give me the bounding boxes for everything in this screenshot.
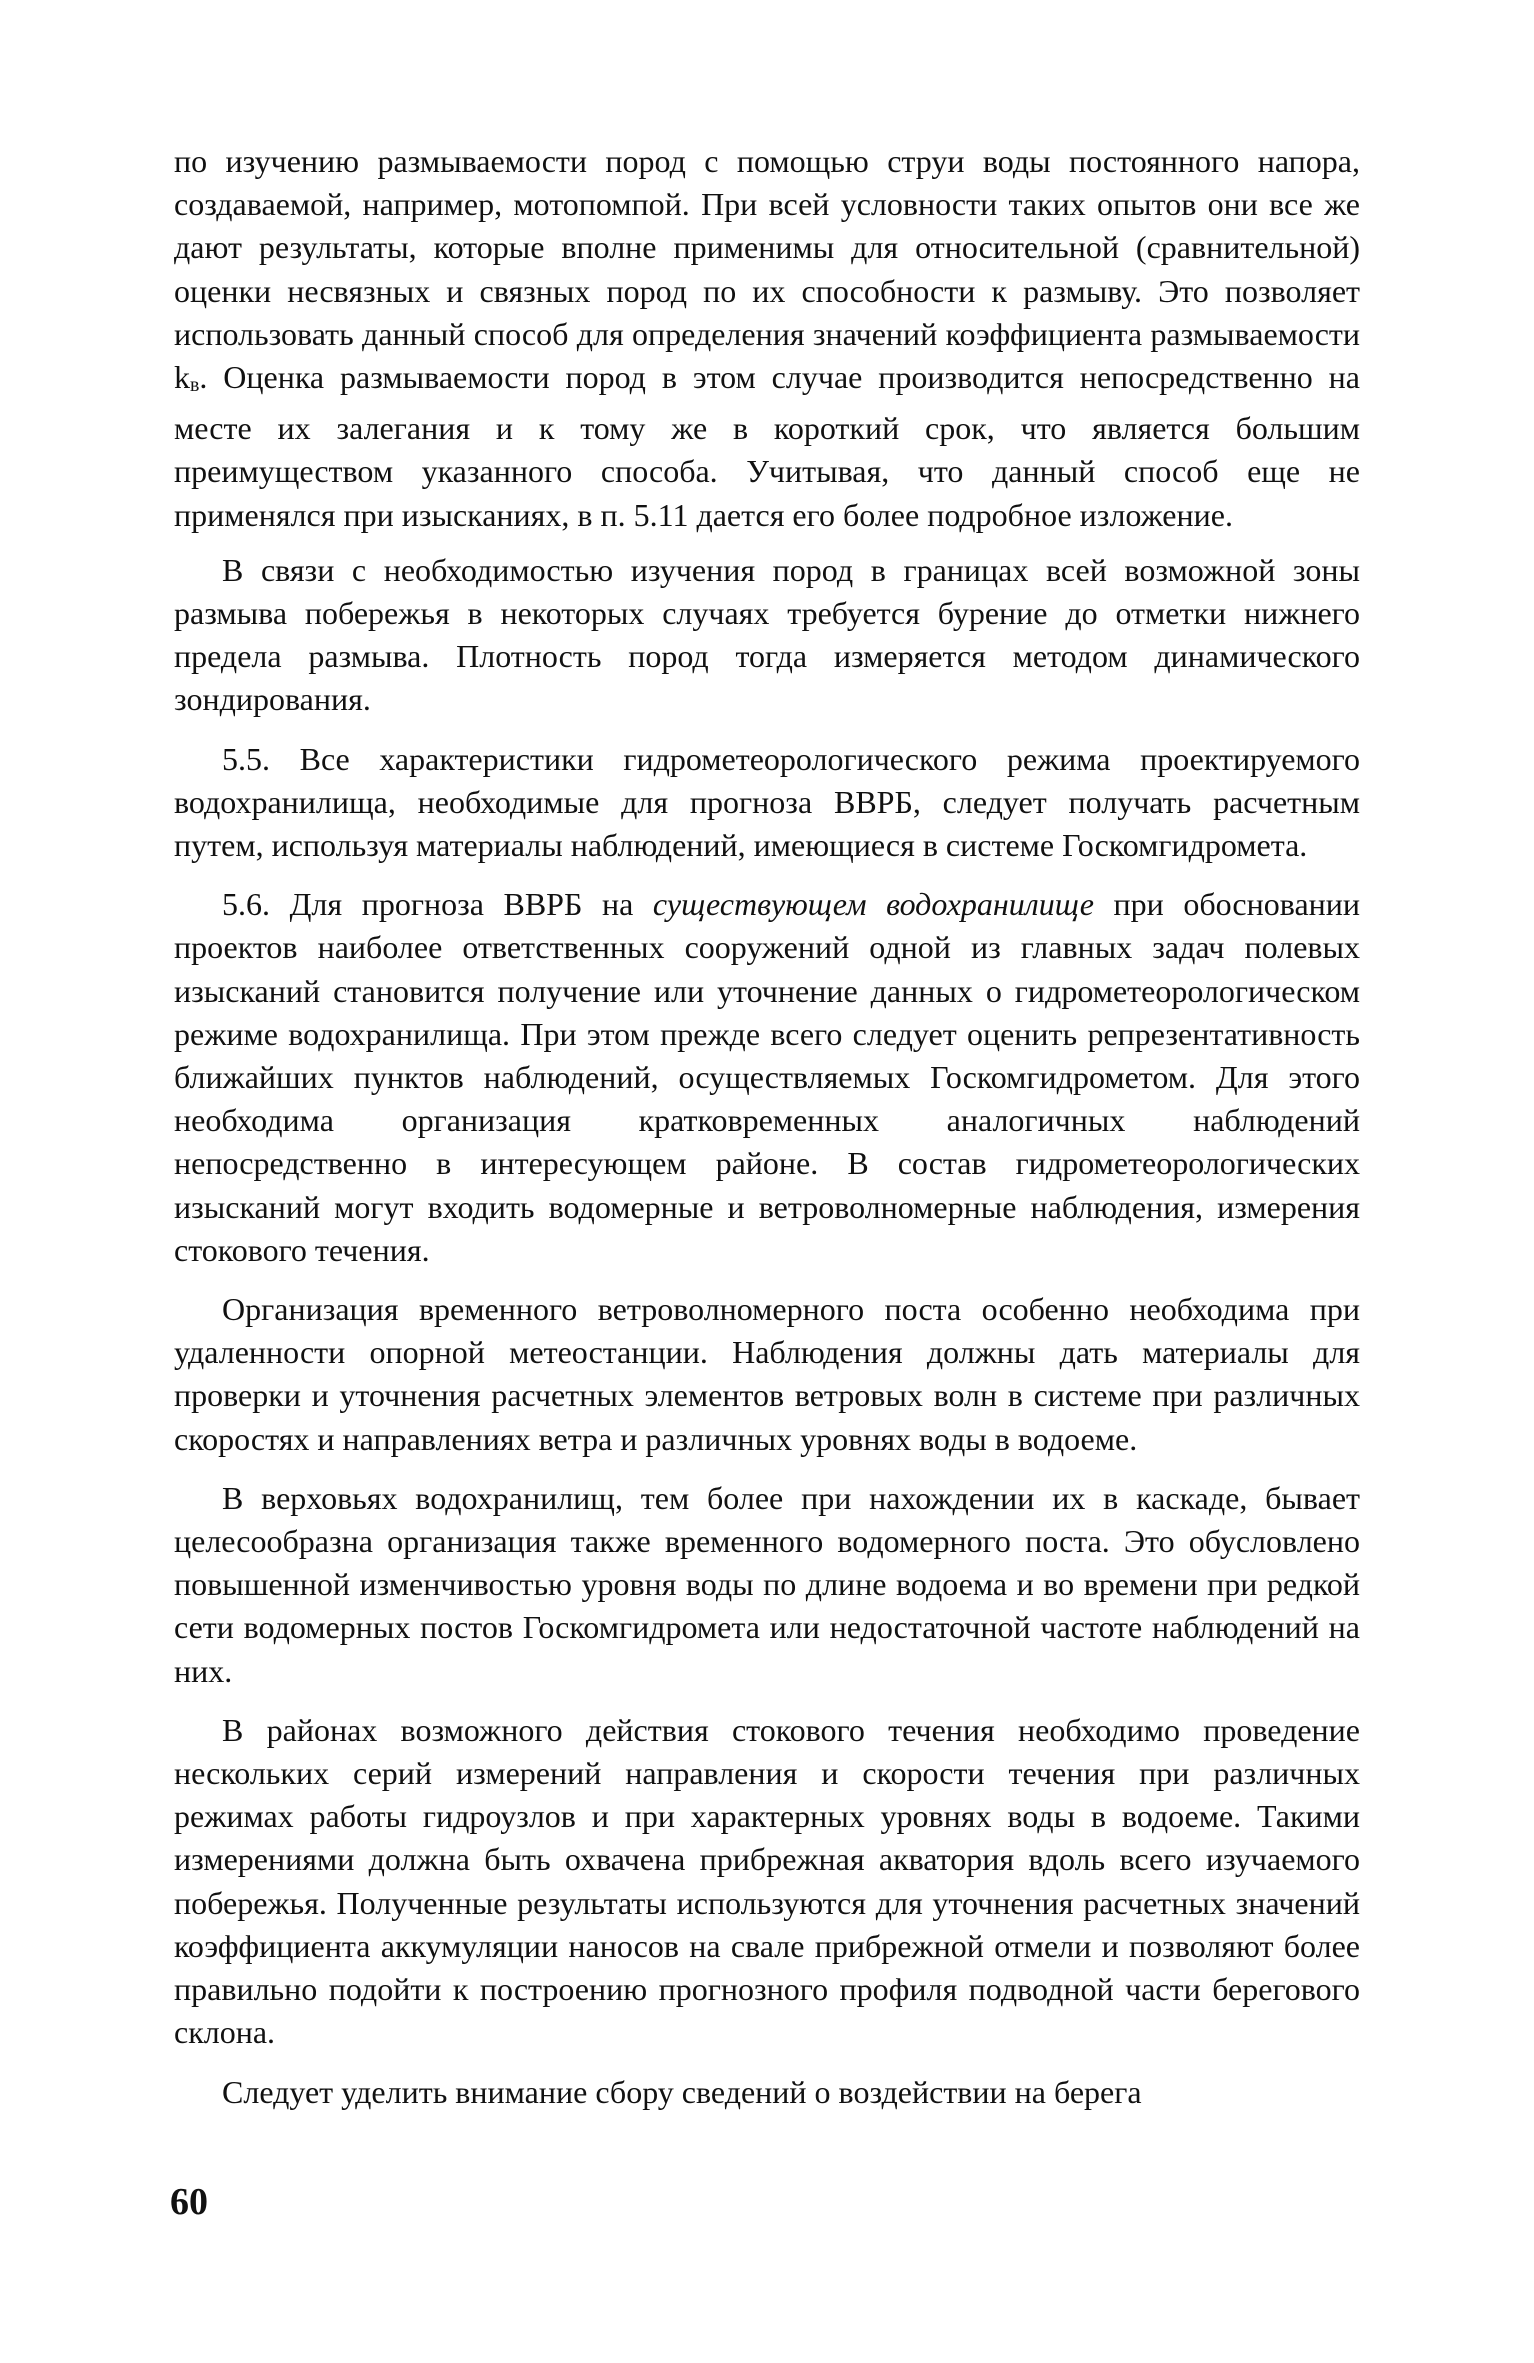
paragraph-5: Организация временного ветроволномерного поста особенно необходима при удаленности опорной метеостанции. Наблюдения должны дать материалы для проверки и уточнения расчетных элементов ветровых волн в системе при различных скоростях и направлениях ветра и различных уровнях воды в водоеме. <box>174 1291 1360 1457</box>
paragraph-6: В верховьях водохранилищ, тем более при нахождении их в каскаде, бывает целесообразна организация также временного водомерного поста. Это обусловлено повышенной изменчивостью уровня воды по длине водоема и во времени при редкой сети водомерных постов Госкомгидромета или недостаточной частоте наблюдений на них. <box>174 1479 1360 1689</box>
paragraph-1-subscript: в <box>190 373 200 396</box>
page-number: 60 <box>170 2181 208 2223</box>
paragraph-4-text-a: 5.6. Для прогноза ВВРБ на <box>222 886 653 923</box>
paragraph-7: В районах возможного действия стокового течения необходимо проведение нескольких серий измерений направления и скорости течения при различных режимах работы гидроузлов и при характерных уровнях воды в водоеме. Такими измерениями должна быть охвачена прибрежная акватория вдоль всего изучаемого побережья. Полученные результаты используются для уточнения расчетных значений коэффициента аккумуляции наносов на свале прибрежной отмели и позволяют более правильно подойти к построению прогнозного профиля подводной части берегового склона. <box>174 1711 1360 2051</box>
paragraph-1-text-a: по изучению размываемости пород с помощью струи воды постоянного напора, создаваемой, например, мотопомпой. При всей условности таких опытов они все же дают результаты, которые вполне применимы для относительной (сравнительной) оценки несвязных и связных пород по их способности к размыву. Это позволяет использовать данный способ для определения значений коэффициента размываемости k <box>174 143 1360 396</box>
paragraph-3: 5.5. Все характеристики гидрометеорологического режима проектируемого водохранилища, необходимые для прогноза ВВРБ, следует получать расчетным путем, используя материалы наблюдений, имеющиеся в системе Госкомгидромета. <box>174 740 1360 864</box>
paragraph-8: Следует уделить внимание сбору сведений о воздействии на берега <box>222 2073 1142 2110</box>
paragraph-4 <box>174 883 1360 1272</box>
paragraph-4-italic: существующем водохранилище <box>652 886 1094 923</box>
paragraph-1-text-b: . Оценка размываемости пород в этом случае производится непосредственно на месте их залегания и к тому же в короткий срок, что является большим преимуществом указанного способа. Учитывая, что данный способ еще не применялся при изысканиях, в п. 5.11 дается его более подробное изложение. <box>174 359 1360 533</box>
page-body <box>174 140 1360 2126</box>
paragraph-2: В связи с необходимостью изучения пород в границах всей возможной зоны размыва побережья в некоторых случаях требуется бурение до отметки нижнего предела размыва. Плотность пород тогда измеряется методом динамического зондирования. <box>174 551 1360 718</box>
paragraph-4-text-b: при обосновании проектов наиболее ответственных сооружений одной из главных задач полевых изысканий становится получение или уточнение данных о гидрометеорологическом режиме водохранилища. При этом прежде всего следует оценить репрезентативность ближайших пунктов наблюдений, осуществляемых Госкомгидрометом. Для этого необходима организация кратковременных аналогичных наблюдений непосредственно в интересующем районе. В состав гидрометеорологических изысканий могут входить водомерные и ветроволномерные наблюдения, измерения стокового течения. <box>174 886 1361 1268</box>
paragraph-1 <box>174 140 1360 537</box>
